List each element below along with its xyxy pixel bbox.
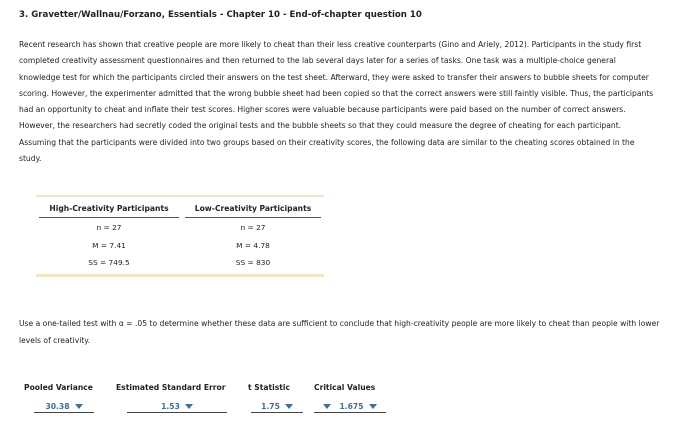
low-creativity-ss: SS = 830: [235, 258, 271, 267]
critical-values-answer: [314, 383, 386, 413]
standard-error-label: Estimated Standard Error: [116, 383, 226, 392]
pooled-variance-answer: [24, 383, 104, 413]
high-creativity-ss: SS = 749.5: [88, 258, 130, 267]
question-title: 3. Gravetter/Wallnau/Forzano, Essentials - Chapter 10 - End-of-chapter question 10: [19, 10, 422, 20]
chevron-down-icon: [185, 404, 193, 409]
chevron-down-icon: [285, 404, 293, 409]
table-top-rule: [36, 195, 324, 197]
chevron-down-icon: [323, 404, 331, 409]
t-statistic-answer: [248, 383, 306, 413]
t-statistic-dropdown[interactable]: [251, 400, 303, 413]
t-statistic-label: t Statistic: [248, 383, 290, 392]
low-creativity-mean: M = 4.78: [236, 240, 270, 250]
standard-error-dropdown[interactable]: [127, 400, 227, 413]
chevron-down-icon: [369, 404, 377, 409]
critical-values-label: Critical Values: [314, 383, 376, 392]
low-creativity-header: Low-Creativity Participants: [185, 204, 321, 218]
low-creativity-column: [185, 204, 321, 272]
pooled-variance-value: 30.38: [45, 401, 70, 411]
data-table: [36, 195, 324, 278]
t-statistic-value: 1.75: [261, 401, 280, 411]
high-creativity-n: n = 27: [96, 223, 122, 232]
high-creativity-column: [39, 204, 179, 272]
high-creativity-header: High-Creativity Participants: [39, 204, 179, 218]
chevron-down-icon: [75, 404, 83, 409]
table-bottom-rule: [36, 274, 324, 277]
critical-values-value: 1.675: [339, 401, 364, 411]
pooled-variance-dropdown[interactable]: [34, 400, 94, 413]
pooled-variance-label: Pooled Variance: [24, 383, 93, 392]
question-intro: Recent research has shown that creative people are more likely to cheat than their less creative counterparts (Gino and Ariely, 2012). Participants in the study first completed creativity assessment questionnaires and then returned to the lab several days later for a series of tasks. One task was a multiple-choice general knowledge test for which the participants circled their answers on the test sheet. Afterward, they were asked to transfer their answers to bubble sheets for computer scoring. However, the experimenter admitted that the wrong bubble sheet had been copied so that the correct answers were still faintly visible. Thus, the participants had an opportunity to cheat and inflate their test scores. Higher scores were valuable because participants were paid based on the number of correct answers. However, the researchers had secretly coded the original tests and the bubble sheets so that they could measure the degree of cheating for each participant. Assuming that the participants were divided into two groups based on their creativity scores, the following data are similar to the cheating scores obtained in the study.: [19, 40, 654, 164]
question-instruction: Use a one-tailed test with α = .05 to determine whether these data are sufficient to conclude that high-creativity people are more likely to cheat than people with lower levels of creativity.: [19, 319, 660, 345]
high-creativity-mean: M = 7.41: [92, 240, 126, 250]
standard-error-value: 1.53: [161, 401, 180, 411]
standard-error-answer: [116, 383, 238, 413]
critical-values-dropdown[interactable]: [314, 400, 386, 413]
low-creativity-n: n = 27: [240, 223, 266, 232]
